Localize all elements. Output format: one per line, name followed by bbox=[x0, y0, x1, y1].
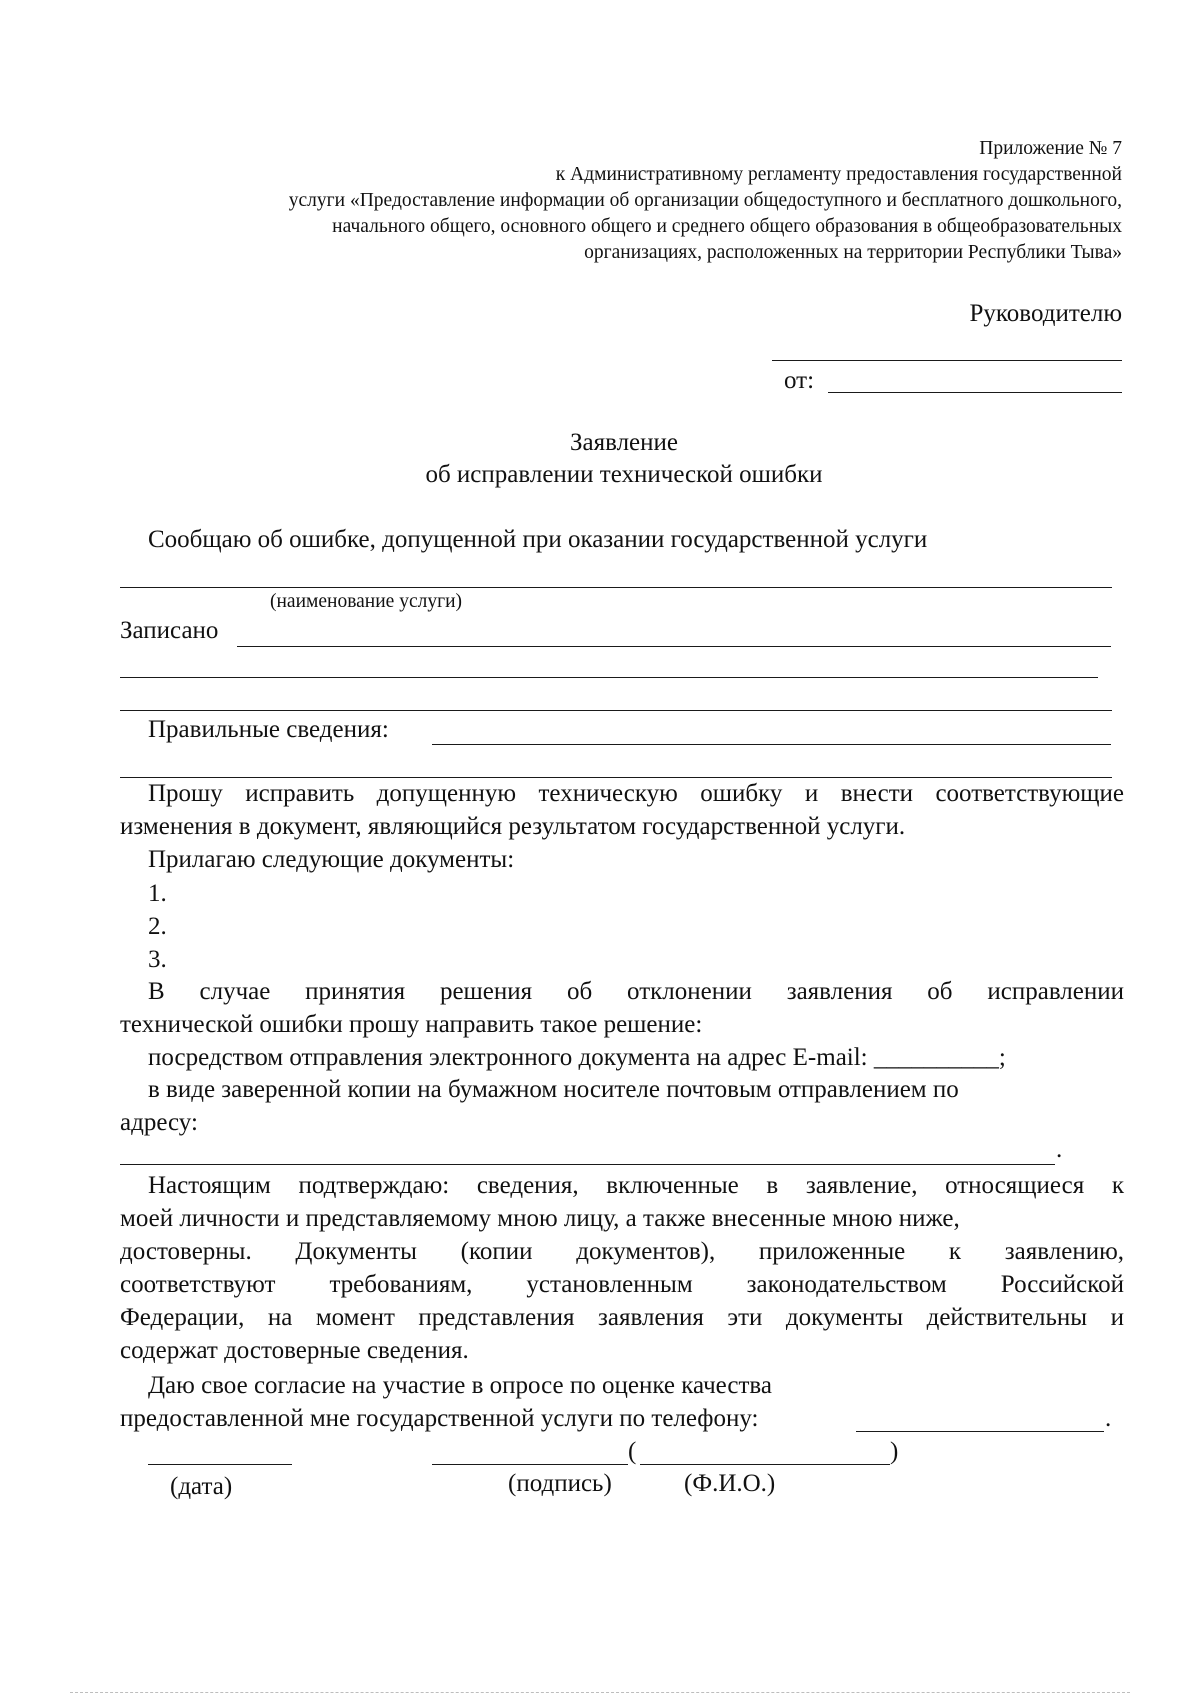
appendix-line-3: услуги «Предоставление информации об организации общедоступного и бесплатного дошкольного, bbox=[288, 190, 1122, 211]
report-text: Сообщаю об ошибке, допущенной при оказании государственной услуги bbox=[148, 526, 928, 553]
correct-info-label: Правильные сведения: bbox=[148, 716, 389, 743]
document-subtitle: об исправлении технической ошибки bbox=[425, 461, 823, 488]
confirmation-line-6: содержат достоверные сведения. bbox=[120, 1337, 469, 1364]
addressee-from-line bbox=[828, 392, 1122, 393]
confirmation-line-4: соответствуют требованиям, установленным законодательством Российской bbox=[120, 1271, 1124, 1298]
post-option: в виде заверенной копии на бумажном носителе почтовым отправлением по bbox=[148, 1076, 959, 1103]
recorded-line-1 bbox=[237, 646, 1111, 647]
appendix-line-4: начального общего, основного общего и среднего общего образования в общеобразовательных bbox=[332, 216, 1122, 237]
consent-line-2: предоставленной мне государственной услуги по телефону: bbox=[120, 1405, 759, 1432]
addressee-to: Руководителю bbox=[969, 300, 1122, 327]
address-label: адресу: bbox=[120, 1109, 198, 1136]
rejection-line-2: технической ошибки прошу направить такое решение: bbox=[120, 1011, 703, 1038]
service-name-caption: (наименование услуги) bbox=[270, 591, 463, 612]
signature-line bbox=[432, 1464, 628, 1465]
scan-edge-divider bbox=[70, 1692, 1130, 1693]
request-line-1: Прошу исправить допущенную техническую ошибку и внести соответствующие bbox=[148, 780, 1124, 807]
email-option: посредством отправления электронного документа на адрес E-mail: __________; bbox=[148, 1044, 1006, 1071]
attachment-item-3: 3. bbox=[148, 946, 167, 973]
confirmation-line-1: Настоящим подтверждаю: сведения, включенные в заявление, относящиеся к bbox=[148, 1172, 1124, 1199]
attachment-item-1: 1. bbox=[148, 880, 167, 907]
signature-caption: (подпись) bbox=[508, 1470, 612, 1497]
name-close-paren: ) bbox=[890, 1438, 899, 1465]
consent-phone-line bbox=[856, 1431, 1104, 1432]
correct-info-line-2 bbox=[120, 777, 1112, 778]
consent-end-dot: . bbox=[1105, 1405, 1112, 1432]
addressee-name-line bbox=[772, 360, 1122, 361]
appendix-line-5: организациях, расположенных на территории Республики Тыва» bbox=[584, 242, 1122, 263]
confirmation-line-5: Федерации, на момент представления заявления эти документы действительны и bbox=[120, 1304, 1124, 1331]
confirmation-line-2: моей личности и представляемому мною лицу, а также внесенные мною ниже, bbox=[120, 1205, 960, 1232]
addressee-from-label: от: bbox=[784, 367, 815, 394]
correct-info-line-1 bbox=[432, 744, 1111, 745]
consent-line-1: Даю свое согласие на участие в опросе по оценке качества bbox=[148, 1372, 772, 1399]
address-line bbox=[120, 1164, 1055, 1165]
service-name-line bbox=[120, 587, 1112, 588]
document-title: Заявление bbox=[569, 429, 679, 456]
recorded-line-2 bbox=[120, 677, 1098, 678]
recorded-line-3 bbox=[120, 710, 1112, 711]
full-name-line bbox=[640, 1464, 890, 1465]
name-open-paren: ( bbox=[628, 1438, 637, 1465]
request-line-2: изменения в документ, являющийся результатом государственной услуги. bbox=[120, 813, 906, 840]
address-end-dot: . bbox=[1056, 1136, 1063, 1163]
confirmation-line-3: достоверны. Документы (копии документов), приложенные к заявлению, bbox=[120, 1238, 1124, 1265]
appendix-number: Приложение № 7 bbox=[979, 138, 1122, 159]
recorded-label: Записано bbox=[120, 617, 219, 644]
rejection-line-1: В случае принятия решения об отклонении заявления об исправлении bbox=[148, 978, 1124, 1005]
attachment-item-2: 2. bbox=[148, 913, 167, 940]
full-name-caption: (Ф.И.О.) bbox=[684, 1470, 776, 1497]
date-line bbox=[148, 1464, 292, 1465]
attachments-label: Прилагаю следующие документы: bbox=[148, 846, 515, 873]
date-caption: (дата) bbox=[170, 1473, 233, 1500]
appendix-line-2: к Административному регламенту предоставления государственной bbox=[555, 164, 1122, 185]
